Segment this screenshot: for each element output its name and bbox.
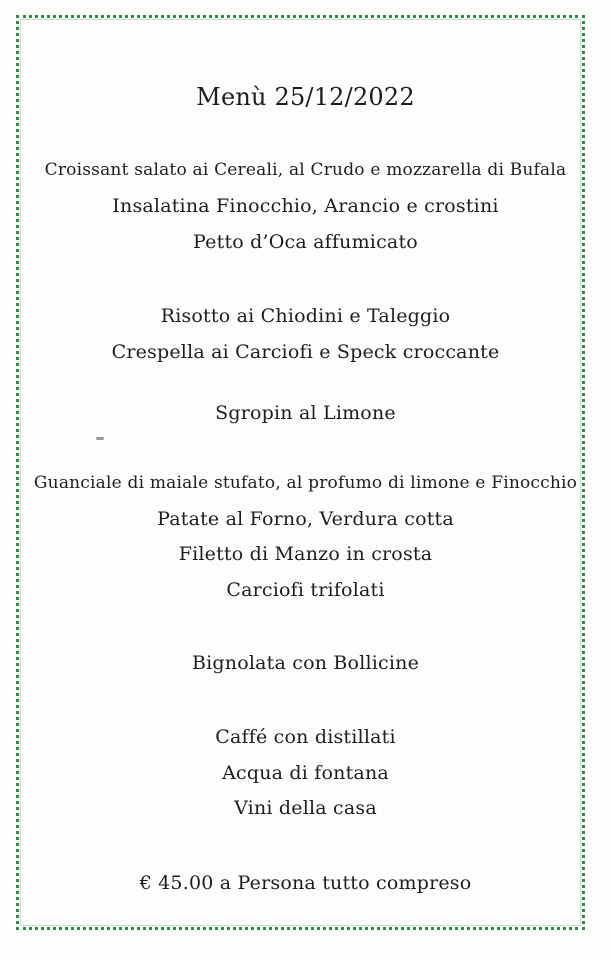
fine-item-3: Vini della casa	[234, 797, 377, 819]
secondo-item-2: Patate al Forno, Verdura cotta	[157, 508, 454, 530]
sorbetto-item: Sgropin al Limone	[215, 402, 396, 424]
secondo-item-3: Filetto di Manzo in crosta	[178, 543, 433, 565]
dolce-item: Bignolata con Bollicine	[191, 652, 420, 674]
secondo-item-1: Guanciale di maiale stufato, al profumo di limone e Finocchio	[33, 473, 578, 493]
secondo-item-4: Carciofi trifolati	[226, 579, 385, 601]
price-line: € 45.00 a Persona tutto compreso	[139, 872, 472, 894]
paper-speck	[96, 437, 104, 440]
antipasto-item-1: Croissant salato ai Cereali, al Crudo e mozzarella di Bufala	[44, 160, 567, 180]
antipasto-item-2: Insalatina Finocchio, Arancio e crostini	[112, 195, 499, 217]
primo-item-2: Crespella ai Carciofi e Speck croccante	[111, 341, 500, 363]
fine-item-1: Caffé con distillati	[215, 726, 396, 748]
primo-item-1: Risotto ai Chiodini e Taleggio	[160, 305, 451, 327]
fine-item-2: Acqua di fontana	[222, 762, 389, 784]
antipasto-item-3: Petto d’Oca affumicato	[193, 231, 418, 253]
menu-title: Menù 25/12/2022	[196, 83, 415, 111]
